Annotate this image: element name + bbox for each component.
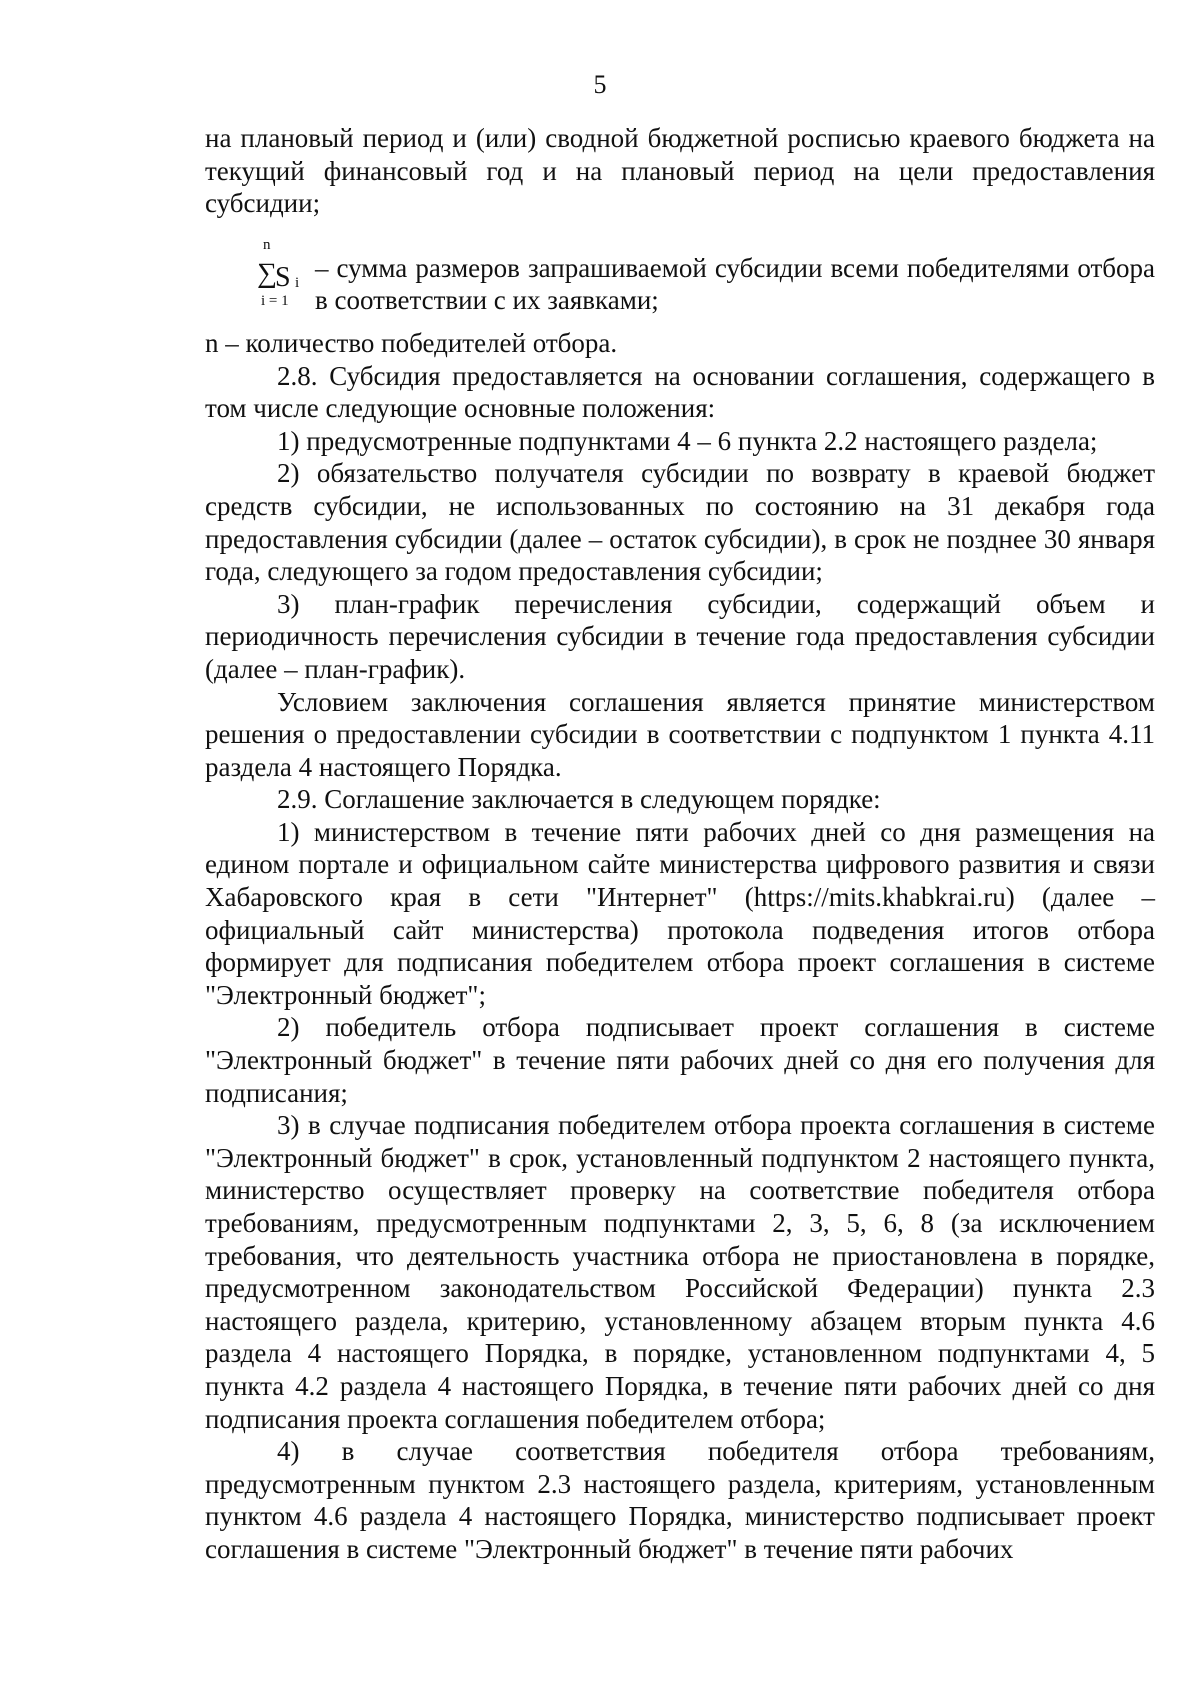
sum-subscript: i xyxy=(295,274,300,291)
sum-symbol: ∑ xyxy=(257,257,277,289)
paragraph-2-8-item-2: 2) обязательство получателя субсидии по возврату в краевой бюджет средств субсидии, не использованных по состоянию на 31 декабря года предоставления субсидии (далее – остаток субсидии), в срок не позднее 30 января года, следующего за годом предоставления субсидии; xyxy=(205,458,1155,587)
paragraph-2-9-item-1: 1) министерством в течение пяти рабочих дней со дня размещения на едином портале и официальном сайте министерства цифрового развития и связи Хабаровского края в сети "Интернет" (https://mits.khabkrai.ru) (далее – официальный сайт министерства) протокола подведения итогов отбора формирует для подписания победителем отбора проект соглашения в системе "Электронный бюджет"; xyxy=(205,816,1155,1010)
paragraph-2-9-item-3: 3) в случае подписания победителем отбора проекта соглашения в системе "Электронный бюджет" в срок, установленный подпунктом 2 настоящего пункта, министерство осуществляет проверку на соответствие победителя отбора требованиям, предусмотренным подпунктами 2, 3, 5, 6, 8 (за исключением требования, что деятельность участника отбора не приостановлена в порядке, предусмотренном законодательством Российской Федерации) пункта 2.3 настоящего раздела, критерию, установленному абзацем вторым пункта 4.6 раздела 4 настоящего Порядка, в порядке, установленном подпунктами 4, 5 пункта 4.2 раздела 4 настоящего Порядка, в течение пяти рабочих дней со дня подписания проекта соглашения победителем отбора; xyxy=(205,1110,1155,1434)
paragraph-condition: Условием заключения соглашения является принятие министерством решения о предоставлении субсидии в соответствии с подпунктом 1 пункта 4.11 раздела 4 настоящего Порядка. xyxy=(205,686,1155,782)
sum-formula xyxy=(255,234,1155,317)
sum-upper-limit: n xyxy=(263,236,271,253)
sum-variable: S xyxy=(275,261,291,293)
document-body xyxy=(205,122,1155,1566)
paragraph-continuation: на плановый период и (или) сводной бюджетной росписью краевого бюджета на текущий финансовый год и на плановый период на цели предоставления субсидии; xyxy=(205,123,1155,219)
sum-lower-limit: i = 1 xyxy=(261,292,289,309)
paragraph-2-8-item-1: 1) предусмотренные подпунктами 4 – 6 пункта 2.2 настоящего раздела; xyxy=(277,425,1098,456)
page-number: 5 xyxy=(593,70,607,99)
n-definition: n – количество победителей отбора. xyxy=(205,327,618,358)
paragraph-2-9-item-4: 4) в случае соответствия победителя отбора требованиям, предусмотренным пунктом 2.3 настоящего раздела, критериям, установленным пунктом 4.6 раздела 4 настоящего Порядка, министерство подписывает проект соглашения в системе "Электронный бюджет" в течение пяти рабочих xyxy=(205,1436,1155,1564)
paragraph-2-8-item-3: 3) план-график перечисления субсидии, содержащий объем и периодичность перечисления субсидии в течение года предоставления субсидии (далее – план-график). xyxy=(205,588,1155,684)
paragraph-2-9: 2.9. Соглашение заключается в следующем порядке: xyxy=(277,784,881,815)
formula-description: – сумма размеров запрашиваемой субсидии всеми победителями отбора в соответствии с их заявками; xyxy=(315,252,1155,316)
paragraph-2-8: 2.8. Субсидия предоставляется на основании соглашения, содержащего в том числе следующие основные положения: xyxy=(205,360,1155,424)
paragraph-2-9-item-2: 2) победитель отбора подписывает проект соглашения в системе "Электронный бюджет" в течение пяти рабочих дней со дня его получения для подписания; xyxy=(205,1012,1155,1108)
sum-expression xyxy=(255,234,315,314)
